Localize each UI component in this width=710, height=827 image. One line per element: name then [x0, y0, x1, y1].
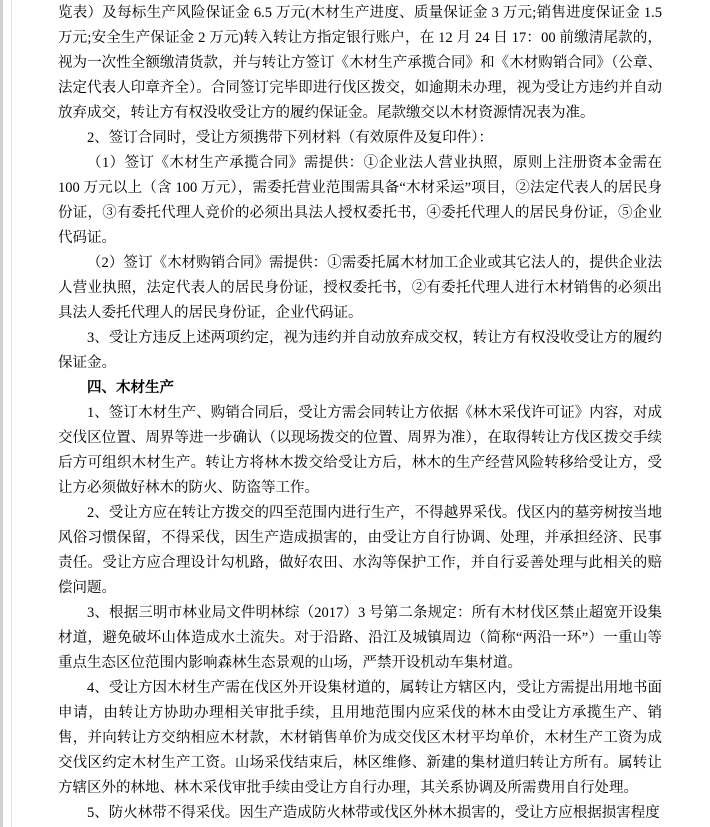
para-deposit-balance-continuation: 览表）及每标生产风险保证金 6.5 万元(木材生产进度、质量保证金 3 万元;销售进度保证金 1.5 万元;安全生产保证金 2 万元)转入转让方指定银行账户，在 12 月 24 日 17：00 前缴清尾款的，视为一次性全额缴清货款，并与转让方签订《木材生产承揽合同》和《木材购销合同》（公章、法定代表人印章齐全）。合同签订完毕即进行伐区拨交，如逾期未办理，视为受让方违约并自动放弃成交，转让方有权没收受让方的履约保证金。尾款缴交以木材资源情况表为准。 [58, 5, 662, 121]
para-4-3-skid-road-restrictions: 3、根据三明市林业局文件明林综（2017）3 号第二条规定：所有木材伐区禁止超宽开设集材道，避免破坏山体造成水土流失。对于沿路、沿江及城镇周边（简称“两沿一环”）一重山等重点生态区位范围内影响森林生态景观的山场，严禁开设机动车集材道。 [58, 605, 662, 671]
para-3-breach-consequences: 3、受让方违反上述两项约定，视为违约并自动放弃成交权，转让方有权没收受让方的履约保证金。 [58, 330, 662, 371]
section-heading-timber-production: 四、木材生产 [87, 380, 174, 396]
para-4-2-production-boundaries: 2、受让方应在转让方拨交的四至范围内进行生产，不得越界采伐。伐区内的墓旁树按当地风俗习惯保留，不得采伐，因生产造成损害的，由受让方自行协调、处理，并承担经济、民事责任。受让方应合理设计勾机路，做好农田、水沟等保护工作，并自行妥善处理与此相关的赔偿问题。 [58, 505, 662, 596]
window-edge-strip [0, 0, 3, 827]
para-2-contract-signing-materials: 2、签订合同时，受让方须携带下列材料（有效原件及复印件）： [87, 130, 493, 146]
para-2-2-purchase-contract-requirements: （2）签订《木材购销合同》需提供：①需委托属木材加工企业或其它法人的，提供企业法人营业执照，法定代表人的居民身份证，授权委托书，②有委托代理人进行木材销售的必须出具法人委托代理人的居民身份证，企业代码证。 [58, 255, 662, 321]
document-page [58, 1, 662, 826]
para-2-1-production-contract-requirements: （1）签订《木材生产承揽合同》需提供：①企业法人营业执照，原则上注册资本金需在 100 万元以上（含 100 万元），需委托营业范围需具备“木材采运”项目，②法定代表人的居民身份证，③有委托代理人竞价的必须出具法人授权委托书，④委托代理人的居民身份证，⑤企业代码证。 [58, 155, 662, 246]
para-4-4-skid-road-outside-area: 4、受让方因木材生产需在伐区外开设集材道的，属转让方辖区内，受让方需提出用地书面申请，由转让方协助办理相关审批手续，且用地范围内应采伐的林木由受让方承揽生产、销售，并向转让方交纳相应木材款，木材销售单价为成交伐区木材平均单价，木材生产工资为成交伐区约定木材生产工资。山场采伐结束后，林区维修、新建的集材道归转让方所有。属转让方辖区外的林地、林木采伐审批手续由受让方自行办理，其关系协调及所需费用自行处理。 [58, 680, 662, 796]
para-4-1-felling-area-handover: 1、签订木材生产、购销合同后，受让方需会同转让方依据《林木采伐许可证》内容，对成交伐区位置、周界等进一步确认（以现场拨交的位置、周界为准），在取得转让方伐区拨交手续后方可组织木材生产。转让方将林木拨交给受让方后，林木的生产经营风险转移给受让方，受让方必须做好林木的防火、防盗等工作。 [58, 405, 662, 496]
page-left-border [11, 0, 12, 827]
para-4-5-firebreak-protection: 5、防火林带不得采伐。因生产造成防火林带或伐区外林木损害的，受让方应根据损害程度 [87, 805, 660, 821]
